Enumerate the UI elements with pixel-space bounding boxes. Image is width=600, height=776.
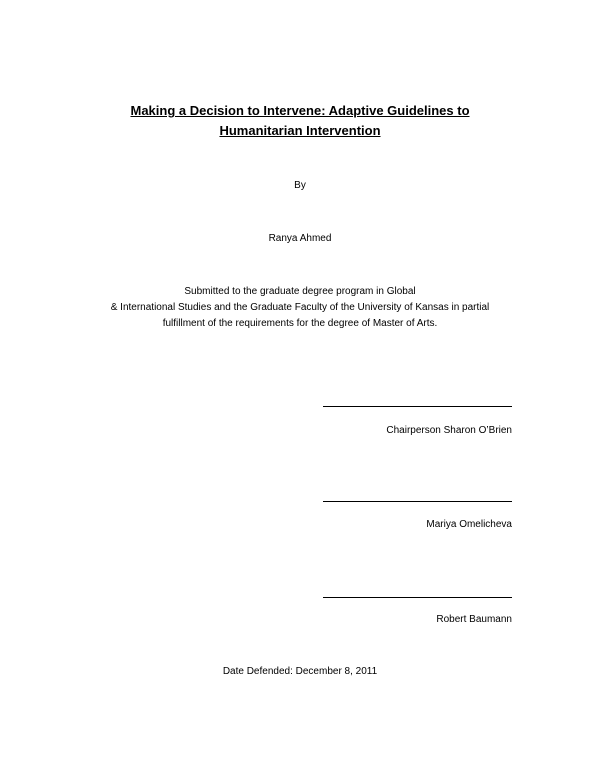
submission-statement-line-2: & International Studies and the Graduate Faculty of the University of Kansas in partial [110, 302, 490, 313]
thesis-title-line-2: Humanitarian Intervention [219, 123, 381, 138]
signature-line-3 [323, 597, 512, 598]
signatory-name-3: Robert Baumann [436, 614, 512, 625]
submission-statement-line-3: fulfillment of the requirements for the degree of Master of Arts. [162, 318, 438, 329]
signatory-name-2: Mariya Omelicheva [426, 519, 512, 530]
by-label: By [294, 180, 306, 191]
thesis-title-line-1: Making a Decision to Intervene: Adaptive Guidelines to [130, 103, 470, 118]
signatory-name-1: Chairperson Sharon O’Brien [386, 425, 512, 436]
signature-line-2 [323, 501, 512, 502]
author-name: Ranya Ahmed [268, 233, 332, 244]
submission-statement-line-1: Submitted to the graduate degree program in Global [184, 286, 416, 297]
signature-line-1 [323, 406, 512, 407]
date-defended: Date Defended: December 8, 2011 [222, 666, 378, 677]
